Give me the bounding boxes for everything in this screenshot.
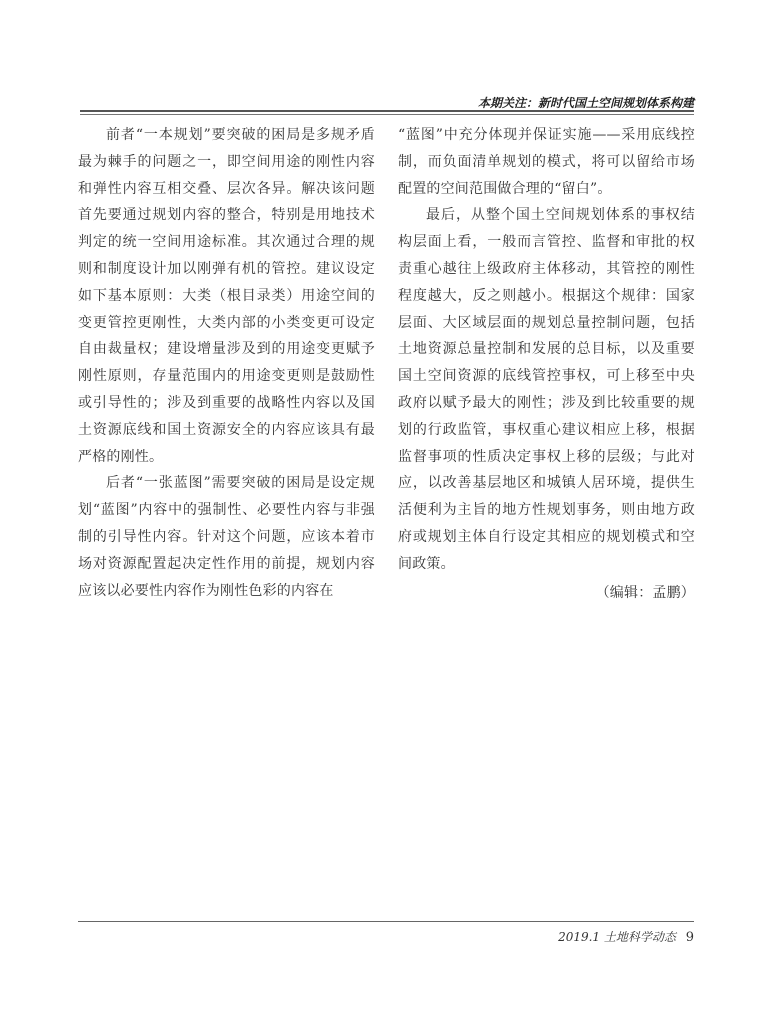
editor-note: （编辑：孟鹏） xyxy=(595,584,695,601)
page-number: 9 xyxy=(685,930,694,945)
body-paragraph-continuation: “蓝图”中充分体现并保证实施——采用底线控制，而负面清单规划的模式，将可以留给市场配置的空间范围做合理的“留白”。 xyxy=(398,127,695,197)
running-header-title: 本期关注：新时代国土空间规划体系构建 xyxy=(477,96,694,110)
body-paragraph: 后者“一张蓝图”需要突破的困局是设定规划“蓝图”内容中的强制性、必要性内容与非强制的引导性内容。针对这个问题，应该本着市场对资源配置起决定性作用的前提，规划内容应该以必要性内容作为刚性色彩的内容在 xyxy=(78,475,375,599)
body-paragraph: 最后，从整个国土空间规划体系的事权结构层面上看，一般而言管控、监督和审批的权责重心越往上级政府主体移动，其管控的刚性程度越大，反之则越小。根据这个规律：国家层面、大区域层面的规划总量控制问题，包括土地资源总量控制和发展的总目标，以及重要国土空间资源的底线管控事权，可上移至中央政府以赋予最大的刚性；涉及到比较重要的规划的行政监管，事权重心建议相应上移，根据监督事项的性质决定事权上移的层级；与此对应，以改善基层地区和城镇人居环境，提供生活便利为主旨的地方性规划事务，则由地方政府或规划主体自行设定其相应的规划模式和空间政策。 xyxy=(398,207,695,572)
running-header xyxy=(80,94,694,109)
footer-rule xyxy=(78,921,694,922)
header-rule xyxy=(80,110,694,112)
journal-name: 2019.1 土地科学动态 xyxy=(558,930,676,944)
body-paragraph: 前者“一本规划”要突破的困局是多规矛盾最为棘手的问题之一，即空间用途的刚性内容和弹性内容互相交叠、层次各异。解决该问题首先要通过规划内容的整合，特别是用地技术判定的统一空间用途标准。其次通过合理的规则和制度设计加以刚弹有机的管控。建议设定如下基本原则：大类（根目录类）用途空间的变更管控更刚性，大类内部的小类变更可设定自由裁量权；建设增量涉及到的用途变更赋予刚性原则，存量范围内的用途变更则是鼓励性或引导性的；涉及到重要的战略性内容以及国土资源底线和国土资源安全的内容应该具有最严格的刚性。 xyxy=(78,127,375,465)
left-column xyxy=(78,122,375,604)
right-column xyxy=(398,122,695,606)
header-rule-thin xyxy=(80,114,694,115)
page-footer xyxy=(558,928,694,945)
